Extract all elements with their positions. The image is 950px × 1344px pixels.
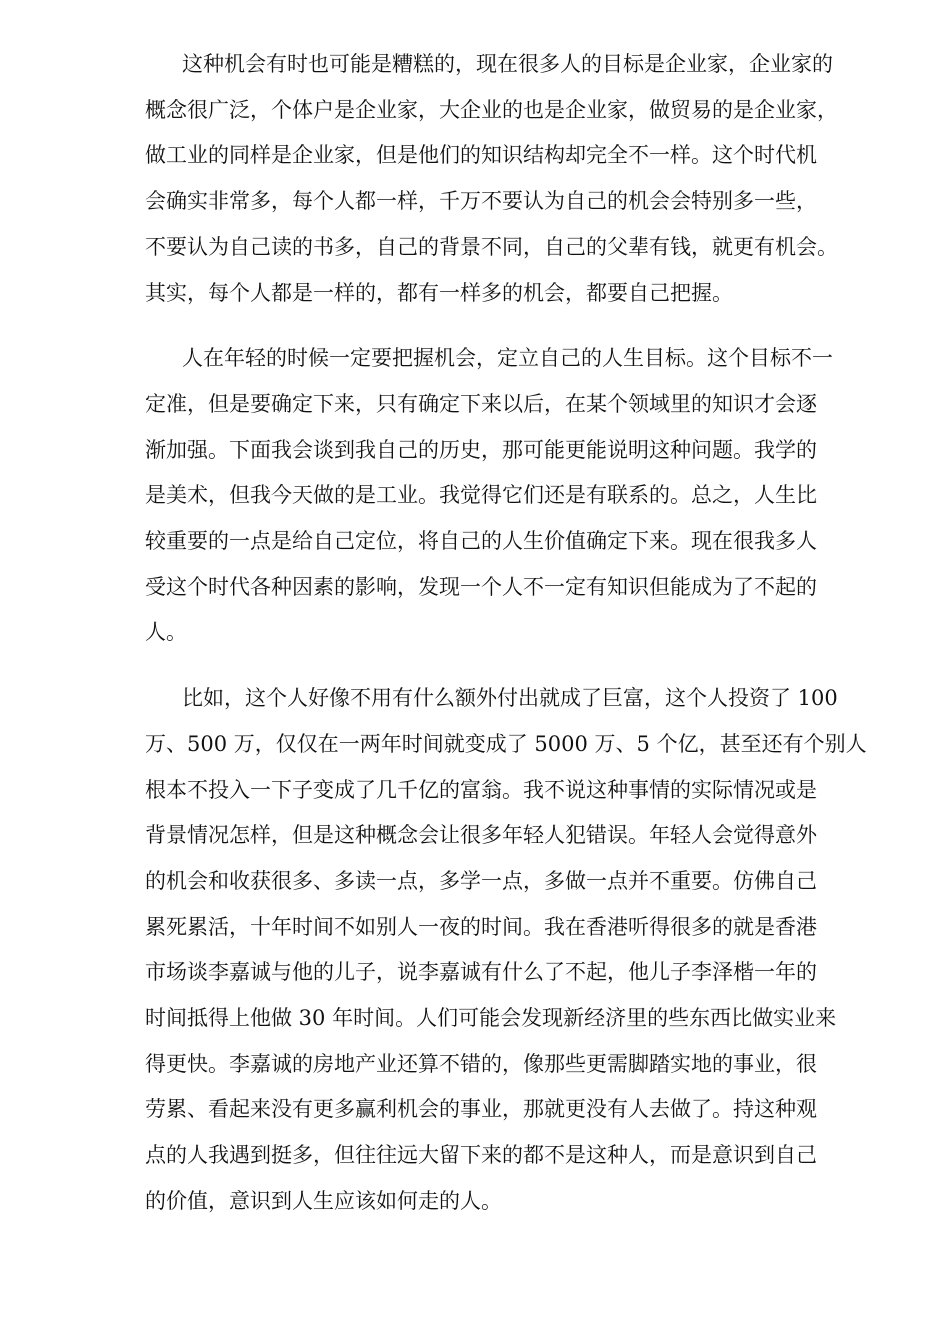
paragraph-line: 是美术，但我今天做的是工业。我觉得它们还是有联系的。总之，人生比 <box>145 483 817 508</box>
paragraph-line: 其实，每个人都是一样的，都有一样多的机会，都要自己把握。 <box>145 280 733 305</box>
paragraph-line: 劳累、看起来没有更多赢利机会的事业，那就更没有人去做了。持这种观 <box>145 1097 817 1122</box>
paragraph-line: 概念很广泛，个体户是企业家，大企业的也是企业家，做贸易的是企业家， <box>145 97 838 122</box>
paragraph-1 <box>145 42 880 316</box>
paragraph-line: 根本不投入一下子变成了几千亿的富翁。我不说这种事情的实际情况或是 <box>145 777 817 802</box>
paragraph-line: 人在年轻的时候一定要把握机会，定立自己的人生目标。这个目标不一 <box>182 346 833 371</box>
paragraph-2 <box>145 336 880 656</box>
paragraph-line: 的价值，意识到人生应该如何走的人。 <box>145 1188 502 1213</box>
paragraph-line: 的机会和收获很多、多读一点，多学一点，多做一点并不重要。仿佛自己 <box>145 868 817 893</box>
paragraph-line: 累死累活，十年时间不如别人一夜的时间。我在香港听得很多的就是香港 <box>145 914 817 939</box>
paragraph-line: 定准，但是要确定下来，只有确定下来以后，在某个领域里的知识才会逐 <box>145 391 817 416</box>
paragraph-line: 市场谈李嘉诚与他的儿子，说李嘉诚有什么了不起，他儿子李泽楷一年的 <box>145 960 817 985</box>
paragraph-line: 这种机会有时也可能是糟糕的，现在很多人的目标是企业家，企业家的 <box>182 52 833 76</box>
paragraph-line: 比如，这个人好像不用有什么额外付出就成了巨富，这个人投资了 100 <box>182 686 838 711</box>
paragraph-line: 背景情况怎样，但是这种概念会让很多年轻人犯错误。年轻人会觉得意外 <box>145 823 817 848</box>
paragraph-line: 万、500 万，仅仅在一两年时间就变成了 5000 万、5 个亿，甚至还有个别人 <box>145 731 867 756</box>
paragraph-line: 会确实非常多，每个人都一样，千万不要认为自己的机会会特别多一些， <box>145 189 817 214</box>
paragraph-line: 不要认为自己读的书多，自己的背景不同，自己的父辈有钱，就更有机会。 <box>145 234 838 259</box>
paragraph-3 <box>145 676 880 1224</box>
paragraph-line: 得更快。李嘉诚的房地产业还算不错的，像那些更需脚踏实地的事业，很 <box>145 1051 817 1076</box>
paragraph-line: 人。 <box>145 620 187 645</box>
paragraph-line: 做工业的同样是企业家，但是他们的知识结构却完全不一样。这个时代机 <box>145 143 817 168</box>
paragraph-line: 渐加强。下面我会谈到我自己的历史，那可能更能说明这种问题。我学的 <box>145 437 817 462</box>
paragraph-line: 时间抵得上他做 30 年时间。人们可能会发现新经济里的些东西比做实业来 <box>145 1006 837 1031</box>
document-body <box>145 42 880 1245</box>
paragraph-line: 受这个时代各种因素的影响，发现一个人不一定有知识但能成为了不起的 <box>145 574 817 599</box>
paragraph-line: 较重要的一点是给自己定位，将自己的人生价值确定下来。现在很我多人 <box>145 529 817 554</box>
paragraph-line: 点的人我遇到挺多，但往往远大留下来的都不是这种人，而是意识到自己 <box>145 1143 817 1168</box>
